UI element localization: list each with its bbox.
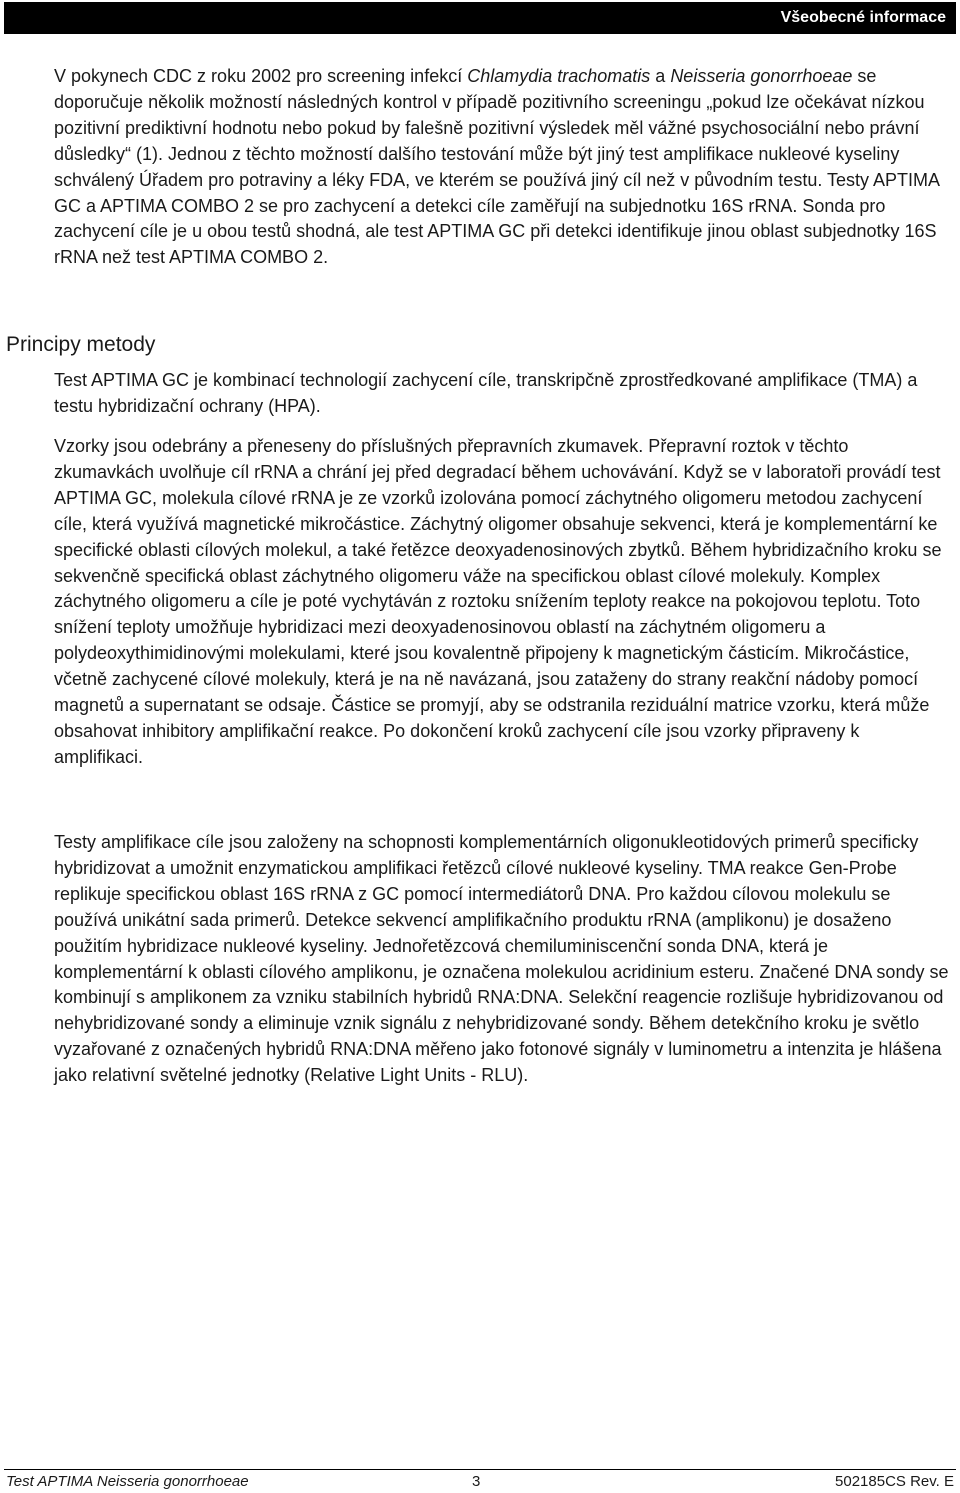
intro-paragraph [54,64,950,271]
footer-document-title: Test APTIMA Neisseria gonorrhoeae [6,1473,249,1490]
document-code: 502185CS Rev. E [835,1473,954,1490]
section-header-bar [4,2,956,34]
page-number: 3 [472,1473,481,1490]
principles-paragraph-1: Test APTIMA GC je kombinací technologií zachycení cíle, transkripčně zprostředkované amplifikace (TMA) a testu hybridizační ochrany (HPA). [54,370,918,416]
footer-divider [4,1469,956,1470]
principles-paragraph-2: Vzorky jsou odebrány a přeneseny do příslušných přepravních zkumavek. Přepravní roztok v těchto zkumavkách uvolňuje cíl rRNA a chrání jej před degradací během uchovávání. Když se v laboratoři provádí test APTIMA GC, molekula cílové rRNA je ze vzorků izolována pomocí záchytného oligomeru metodou zachycení cíle, která využívá magnetické mikročástice. Záchytný oligomer obsahuje sekvenci, která je komplementární ke specifické oblasti cílových molekul, a také řetězce deoxyadenosinových zbytků. Během hybridizačního kroku se sekvenčně specifická oblast záchytného oligomeru váže na specifickou oblast cílové molekuly. Komplex záchytného oligomeru a cíle je poté vychytáván z roztoku snížením teploty reakce na pokojovou teplotu. Toto snížení teploty umožňuje hybridizaci mezi deoxyadenosinovou oblastí na záchytném oligomeru a polydeoxythimidinovými molekulami, které jsou kovalentně připojeny k magnetickým částicím. Mikročástice, včetně zachycené cílové molekuly, která je na ně navázaná, jsou zataženy do strany reakční nádoby pomocí magnetů a supernatant se odsaje. Částice se promyjí, aby se odstranila reziduální matrice vzorku, která může obsahovat inhibitory amplifikační reakce. Po dokončení kroků zachycení cíle jsou vzorky připraveny k amplifikaci. [54,436,942,767]
principles-paragraph-3: Testy amplifikace cíle jsou založeny na schopnosti komplementárních oligonukleotidových primerů specificky hybridizovat a umožnit enzymatickou amplifikaci řetězců cílové nukleové kyseliny. TMA reakce Gen-Probe replikuje specifickou oblast 16S rRNA z GC pomocí intermediátorů DNA. Pro každou cílovou molekulu se používá unikátní sada primerů. Detekce sekvencí amplifikačního produktu rRNA (amplikonu) je dosaženo použitím hybridizace nukleové kyseliny. Jednořetězcová chemiluminiscenční sonda DNA, která je komplementární k oblasti cílového amplikonu, je označena molekulou acridinium esteru. Značené DNA sondy se kombinují s amplikonem za vzniku stabilních hybridů RNA:DNA. Selekční reagencie rozlišuje hybridizovanou od nehybridizované sondy a eliminuje vznik signálu z nehybridizované sondy. Během detekčního kroku je světlo vyzařované z označených hybridů RNA:DNA měřeno jako fotonové signály v luminometru a intenzita je hlášena jako relativní světelné jednotky (Relative Light Units - RLU). [54,832,949,1086]
organism-name-neisseria: Neisseria gonorrhoeae [670,66,853,86]
section-title-principles: Principy metody [6,333,156,356]
intro-text-rest: se doporučuje několik možností následných kontrol v případě pozitivního screeningu „pokud lze očekávat nízkou pozitivní prediktivní hodnotu nebo pokud by falešně pozitivní výsledek měl vážné psychosociální nebo právní důsledky“ (1). Jednou z těchto možností dalšího testování může být jiný test amplifikace nukleové kyseliny schválený Úřadem pro potraviny a léky FDA, ve kterém se používá jiný cíl než v původním testu. Testy APTIMA GC a APTIMA COMBO 2 se pro zachycení a detekci cíle zaměřují na subjednotku 16S rRNA. Sonda pro zachycení cíle je u obou testů shodná, ale test APTIMA GC při detekci identifikuje jinou oblast subjednotky 16S rRNA než test APTIMA COMBO 2. [54,66,940,268]
organism-name-chlamydia: Chlamydia trachomatis [467,66,651,86]
intro-text-conjunction: a [650,66,671,86]
intro-text-start: V pokynech CDC z roku 2002 pro screening infekcí [54,66,468,86]
section-label: Všeobecné informace [780,9,946,26]
